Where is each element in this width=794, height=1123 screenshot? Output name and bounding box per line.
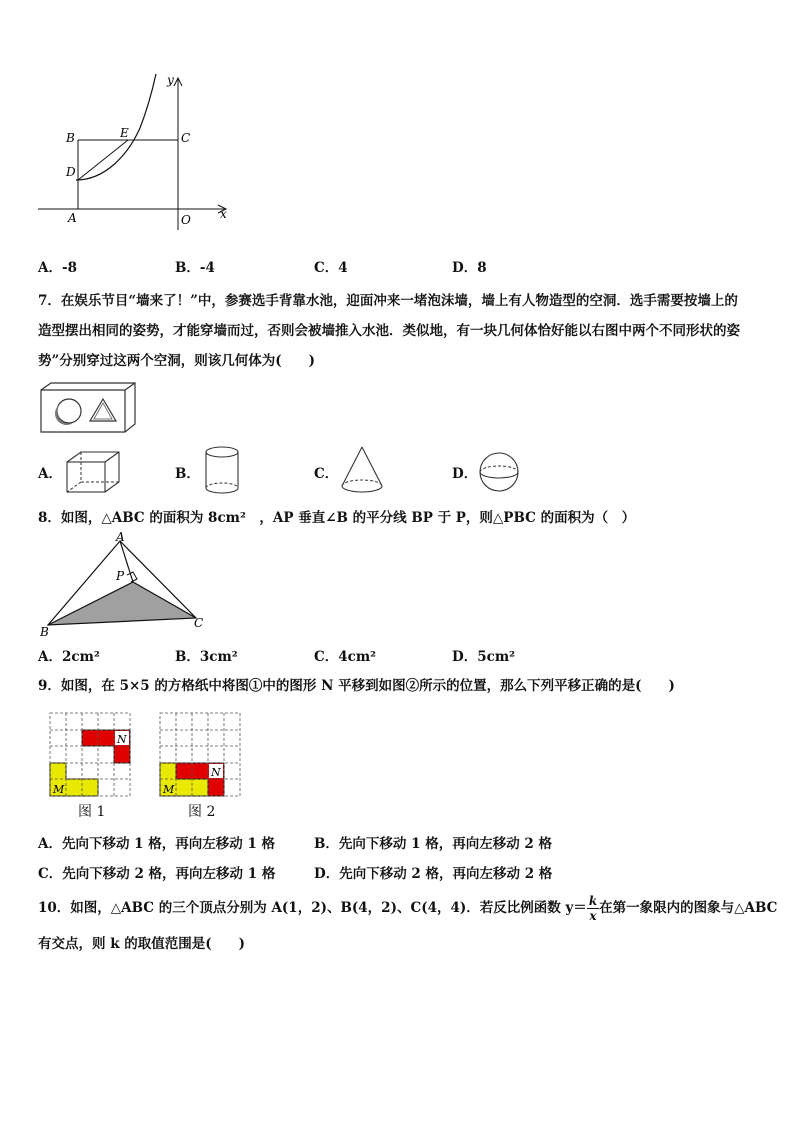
q7-text-line1: 7．在娱乐节目“墙来了！”中，参赛选手背靠水池，迎面冲来一堵泡沫墙，墙上有人物造型的空洞．选手需要按墙上的 <box>38 293 738 309</box>
q6-figure <box>30 70 240 240</box>
q9-fig2-label-n: N <box>211 766 221 779</box>
q10-text-line1 <box>38 893 777 923</box>
q6-label-b: B <box>66 131 75 145</box>
q7-option-a[interactable]: A． <box>38 466 62 482</box>
q10-frac-denominator: x <box>589 909 597 923</box>
q6-label-e: E <box>120 126 129 140</box>
q8-label-b: B <box>40 625 49 639</box>
q6-option-a[interactable]: A．-8 <box>38 260 77 276</box>
q9-fig1-label-n: N <box>117 733 127 746</box>
q10-text-after: 在第一象限内的图象与△ABC <box>599 900 778 916</box>
q9-fig1-caption: 图 1 <box>78 804 106 820</box>
q10-text-before: 10．如图，△ABC 的三个顶点分别为 A(1，2)、B(4，2)、C(4，4)．若反比例函数 y＝ <box>38 900 587 916</box>
q7-text-line2: 造型摆出相同的姿势，才能穿墙而过，否则会被墙推入水池．类似地，有一块几何体恰好能以右图中两个不同形状的姿 <box>38 323 740 339</box>
q6-option-d[interactable]: D．8 <box>452 260 487 276</box>
q6-label-a: A <box>68 211 77 225</box>
q6-option-c[interactable]: C．4 <box>314 260 348 276</box>
q10-frac-numerator: k <box>588 894 598 908</box>
q9-fig2-caption: 图 2 <box>188 804 216 820</box>
q7-wall-figure <box>38 380 138 436</box>
q9-grid-figure-1 <box>48 710 132 800</box>
q7-text-line3: 势”分别穿过这两个空洞，则该几何体为( ) <box>38 353 316 369</box>
sphere-icon[interactable] <box>476 450 522 494</box>
q8-text: 8．如图，△ABC 的面积为 8cm² ，AP 垂直∠B 的平分线 BP 于 P，则△PBC 的面积为（ ） <box>38 510 636 526</box>
q10-text-line2: 有交点，则 k 的取值范围是( ) <box>38 936 246 952</box>
q9-grid-figure-2 <box>158 710 242 800</box>
q6-label-x: x <box>220 207 227 221</box>
cube-icon[interactable] <box>64 450 122 496</box>
q8-option-c[interactable]: C．4cm² <box>314 649 377 665</box>
q8-label-a: A <box>116 530 125 544</box>
q9-option-a[interactable]: A．先向下移动 1 格，再向左移动 1 格 <box>38 836 276 852</box>
q9-option-d[interactable]: D．先向下移动 2 格，再向左移动 2 格 <box>314 866 553 882</box>
q6-label-c: C <box>181 131 191 145</box>
cone-icon[interactable] <box>338 444 386 496</box>
q9-fig2-label-m: M <box>163 783 175 796</box>
q7-option-d[interactable]: D． <box>452 466 478 482</box>
q10-fraction <box>587 894 599 923</box>
q8-option-d[interactable]: D．5cm² <box>452 649 516 665</box>
q8-label-c: C <box>194 616 204 630</box>
q9-fig1-label-m: M <box>53 783 65 796</box>
q6-label-d: D <box>66 165 76 179</box>
q6-label-y: y <box>167 73 174 87</box>
q9-text: 9．如图，在 5×5 的方格纸中将图①中的图形 N 平移到如图②所示的位置，那么下列平移正确的是( ) <box>38 678 675 694</box>
q7-option-b[interactable]: B． <box>175 466 200 482</box>
q9-option-c[interactable]: C．先向下移动 2 格，再向左移动 1 格 <box>38 866 276 882</box>
q7-option-c[interactable]: C． <box>314 466 339 482</box>
q8-triangle-figure <box>36 530 216 640</box>
q9-option-b[interactable]: B．先向下移动 1 格，再向左移动 2 格 <box>314 836 552 852</box>
q8-option-a[interactable]: A．2cm² <box>38 649 100 665</box>
q8-label-p: P <box>116 569 125 583</box>
q8-option-b[interactable]: B．3cm² <box>175 649 238 665</box>
q6-option-b[interactable]: B．-4 <box>175 260 215 276</box>
q6-label-o: O <box>181 213 191 227</box>
cylinder-icon[interactable] <box>202 444 242 496</box>
